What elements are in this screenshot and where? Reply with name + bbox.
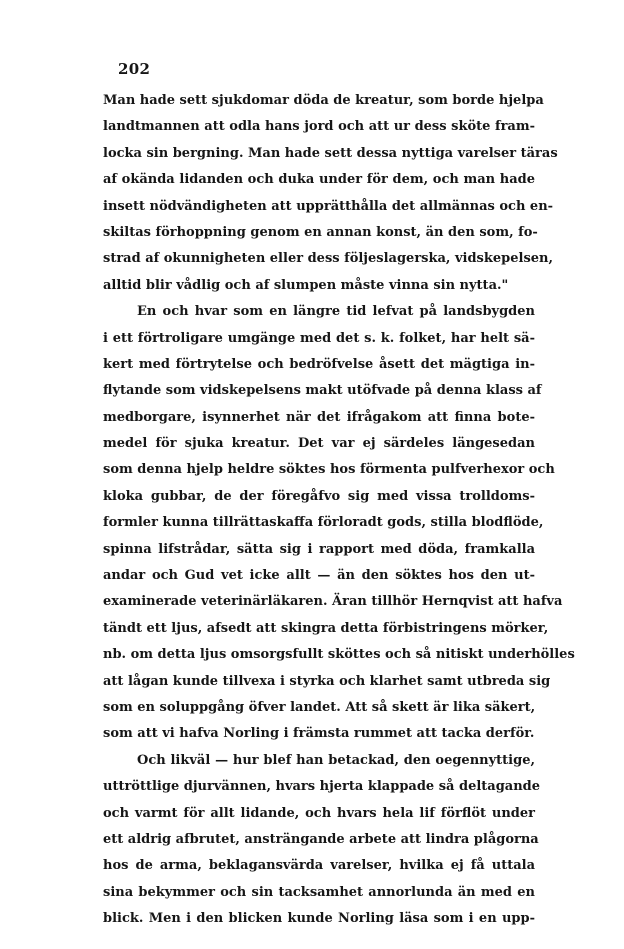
- text-line: nb. om detta ljus omsorgsfullt sköttes och så nitiskt underhölles: [103, 647, 575, 663]
- text-line: Man hade sett sjukdomar döda de kreatur, som borde hjelpa: [103, 93, 544, 108]
- text-line: flytande som vidskepelsens makt utöfvade på denna klass af: [103, 383, 542, 399]
- text-line: som en soluppgång öfver landet. Att så skett är lika säkert,: [103, 699, 536, 715]
- text-line: landtmannen att odla hans jord och att ur dess sköte fram-: [103, 119, 535, 135]
- text-line: blick. Men i den blicken kunde Norling läsa som i en upp-: [103, 911, 535, 927]
- text-line: strad af okunnigheten eller dess följeslagerska, vidskepelsen,: [103, 251, 554, 267]
- text-line: examinerade veterinärläkaren. Äran tillhör Hernqvist att hafva: [103, 594, 563, 610]
- text-line: hos de arma, beklagansvärda varelser, hvilka ej få uttala: [103, 858, 535, 874]
- text-line: andar och Gud vet icke allt — än den söktes hos den ut-: [103, 568, 535, 584]
- page-number: 202: [118, 60, 151, 78]
- text-line: En och hvar som en längre tid lefvat på landsbygden: [137, 304, 535, 320]
- text-line: spinna lifstrådar, sätta sig i rapport med döda, framkalla: [103, 541, 535, 557]
- text-line: medborgare, isynnerhet när det ifrågakom att finna bote-: [103, 409, 535, 425]
- text-line: locka sin bergning. Man hade sett dessa nyttiga varelser täras: [103, 145, 558, 161]
- text-line: medel för sjuka kreatur. Det var ej särdeles längesedan: [103, 436, 535, 452]
- text-line: som denna hjelp heldre söktes hos förmenta pulfverhexor och: [103, 462, 555, 478]
- text-line: uttröttlige djurvännen, hvars hjerta klappade så deltagande: [103, 779, 541, 795]
- text-line: i ett förtroligare umgänge med det s. k. folket, har helt sä-: [103, 330, 535, 346]
- text-line: Och likväl — hur blef han betackad, den oegennyttige,: [137, 752, 535, 768]
- text-line: sina bekymmer och sin tacksamhet annorlunda än med en: [103, 884, 535, 900]
- text-line: ett aldrig afbrutet, ansträngande arbete att lindra plågorna: [103, 831, 539, 847]
- text-line: formler kunna tillrättaskaffa förloradt gods, stilla blodflöde,: [103, 515, 544, 531]
- text-line: tändt ett ljus, afsedt att skingra detta förbistringens mörker,: [103, 620, 549, 636]
- text-line: kloka gubbar, de der föregåfvo sig med vissa trolldoms-: [103, 488, 535, 504]
- text-line: som att vi hafva Norling i främsta rummet att tacka derför.: [103, 726, 535, 742]
- text-line: kert med förtrytelse och bedröfvelse åsett det mägtiga in-: [103, 356, 535, 372]
- body-text: [103, 88, 575, 933]
- text-line: alltid blir vådlig och af slumpen måste vinna sin nytta.": [103, 277, 509, 293]
- text-line: och varmt för allt lidande, och hvars hela lif förflöt under: [103, 805, 535, 821]
- text-line: af okända lidanden och duka under för dem, och man hade: [103, 172, 535, 188]
- text-line: att lågan kunde tillvexa i styrka och klarhet samt utbreda sig: [103, 673, 551, 689]
- text-line: insett nödvändigheten att upprätthålla det allmännas och en-: [103, 198, 554, 214]
- text-line: skiltas förhoppning genom en annan konst, än den som, fo-: [103, 224, 538, 240]
